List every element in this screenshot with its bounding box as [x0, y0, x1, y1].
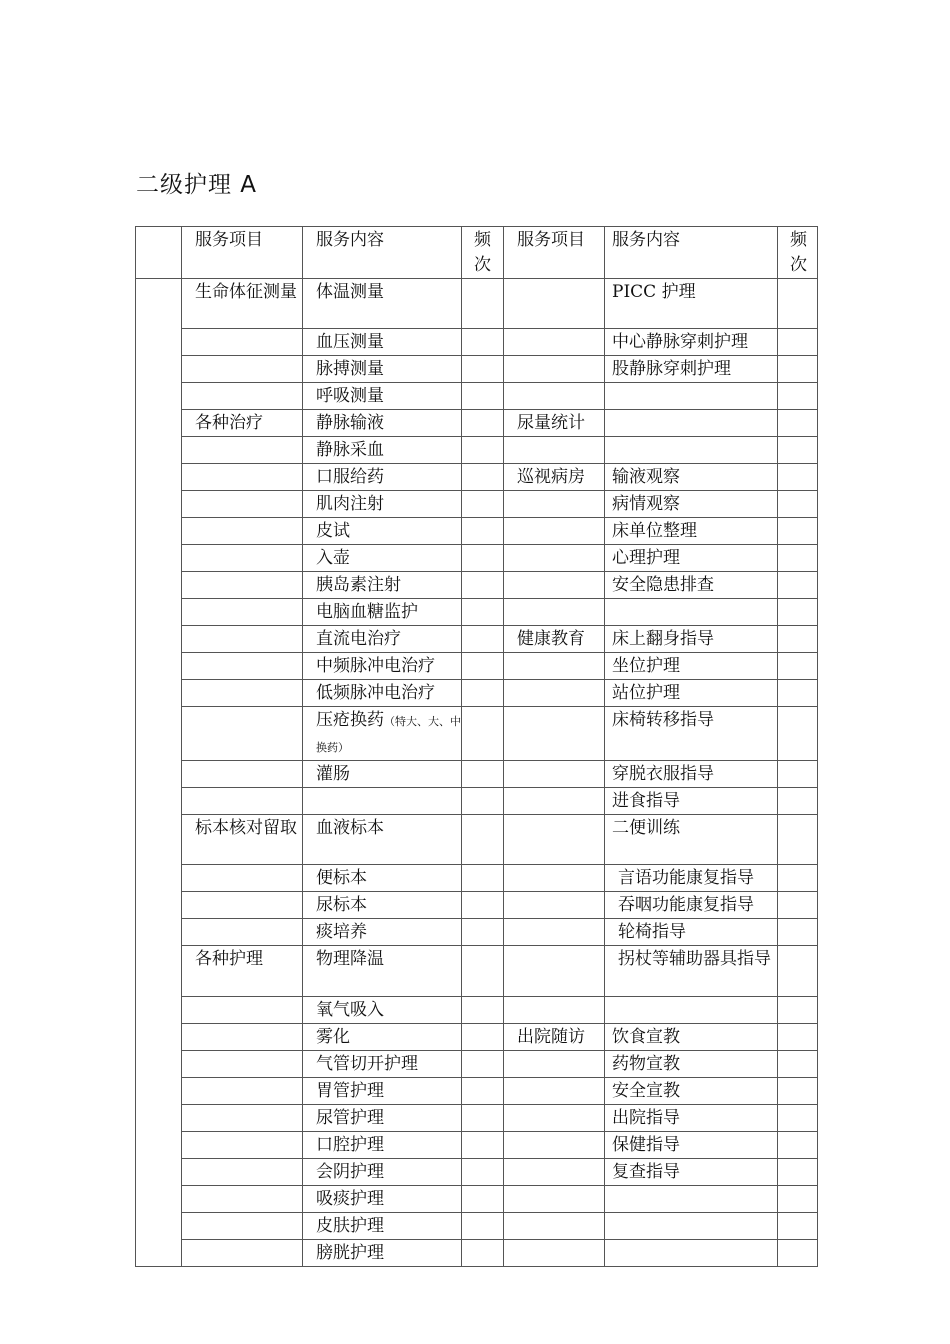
table-row [136, 383, 818, 410]
service-content-cell [303, 518, 462, 545]
frequency-cell [462, 383, 504, 410]
service-item-cell [182, 892, 303, 919]
service-item-cell [504, 599, 605, 626]
service-content-cell: 言语功能康复指导 [605, 865, 778, 892]
frequency-cell [462, 464, 504, 491]
service-item-cell [504, 437, 605, 464]
table-row [136, 599, 818, 626]
frequency-cell [778, 1186, 818, 1213]
service-item-cell [182, 518, 303, 545]
service-content-cell [303, 1051, 462, 1078]
service-content-text: 口服给药 [316, 467, 384, 487]
table-row [136, 464, 818, 491]
service-item-cell [182, 356, 303, 383]
service-item-cell [504, 1213, 605, 1240]
frequency-cell [462, 1213, 504, 1240]
service-content-text: 直流电治疗 [316, 629, 401, 649]
service-item-cell [504, 1186, 605, 1213]
service-item-cell [182, 572, 303, 599]
service-item-cell [504, 707, 605, 761]
frequency-cell [462, 761, 504, 788]
service-content-cell [303, 599, 462, 626]
frequency-cell [778, 761, 818, 788]
page-title: 二级护理 A [136, 172, 258, 198]
service-content-cell: 床椅转移指导 [605, 707, 778, 761]
service-content-cell [303, 491, 462, 518]
service-content-text: 皮试 [316, 521, 350, 541]
service-content-cell [303, 279, 462, 329]
table-row [136, 279, 818, 329]
service-item-cell: 各种护理 [182, 946, 303, 997]
service-item-cell: 生命体征测量 [182, 279, 303, 329]
service-item-cell [504, 329, 605, 356]
service-item-cell [182, 383, 303, 410]
frequency-cell [778, 815, 818, 865]
service-item-cell [182, 437, 303, 464]
service-content-text: 呼吸测量 [316, 386, 384, 406]
service-content-cell [605, 1213, 778, 1240]
table-row [136, 1186, 818, 1213]
service-content-cell [303, 1159, 462, 1186]
service-content-text: 入壶 [316, 548, 350, 568]
service-content-cell [303, 946, 462, 997]
frequency-cell [778, 599, 818, 626]
frequency-cell [462, 599, 504, 626]
service-item-cell [182, 865, 303, 892]
frequency-cell [778, 545, 818, 572]
service-content-cell: 吞咽功能康复指导 [605, 892, 778, 919]
service-item-cell [504, 1159, 605, 1186]
service-content-cell [303, 1213, 462, 1240]
table-row [136, 1105, 818, 1132]
table-row [136, 1132, 818, 1159]
service-content-cell [605, 410, 778, 437]
service-item-cell [504, 1240, 605, 1267]
table-row [136, 518, 818, 545]
table-row [136, 626, 818, 653]
frequency-header: 频次 [462, 227, 504, 279]
frequency-cell [462, 1132, 504, 1159]
service-content-cell [303, 1024, 462, 1051]
frequency-cell [778, 1105, 818, 1132]
service-content-cell [303, 919, 462, 946]
service-content-cell [303, 464, 462, 491]
service-item-cell [182, 788, 303, 815]
frequency-cell [462, 279, 504, 329]
service-item-cell [504, 545, 605, 572]
frequency-cell [462, 865, 504, 892]
service-content-cell [303, 383, 462, 410]
frequency-cell [778, 1132, 818, 1159]
service-item-cell: 健康教育 [504, 626, 605, 653]
service-content-cell: 复查指导 [605, 1159, 778, 1186]
service-content-text: 雾化 [316, 1027, 350, 1047]
frequency-cell [778, 464, 818, 491]
table-row [136, 653, 818, 680]
service-content-text: 吸痰护理 [316, 1189, 384, 1209]
frequency-cell [462, 329, 504, 356]
frequency-cell [778, 518, 818, 545]
service-item-cell [504, 1132, 605, 1159]
frequency-cell [778, 653, 818, 680]
service-content-cell [303, 356, 462, 383]
table-row [136, 788, 818, 815]
frequency-cell [462, 626, 504, 653]
service-content-cell [303, 1132, 462, 1159]
frequency-cell [462, 545, 504, 572]
frequency-cell [778, 997, 818, 1024]
service-content-note: （特大、大、中换药） [316, 715, 461, 754]
service-item-cell [504, 279, 605, 329]
service-content-cell: PICC 护理 [605, 279, 778, 329]
frequency-cell [778, 707, 818, 761]
service-item-cell [182, 919, 303, 946]
service-content-cell: 二便训练 [605, 815, 778, 865]
service-item-cell [504, 788, 605, 815]
frequency-cell [462, 788, 504, 815]
service-item-cell [504, 1078, 605, 1105]
service-content-cell: 拐杖等辅助器具指导 [605, 946, 778, 997]
service-content-cell: 进食指导 [605, 788, 778, 815]
service-content-text: 气管切开护理 [316, 1054, 418, 1074]
service-content-cell [303, 815, 462, 865]
table-row [136, 892, 818, 919]
frequency-cell [462, 707, 504, 761]
service-item-cell [504, 383, 605, 410]
service-item-cell [504, 865, 605, 892]
service-content-cell [303, 1186, 462, 1213]
frequency-cell [778, 788, 818, 815]
table-row [136, 572, 818, 599]
table-row [136, 997, 818, 1024]
service-item-cell [504, 946, 605, 997]
service-content-cell [605, 1186, 778, 1213]
service-content-text: 物理降温 [316, 949, 384, 969]
frequency-cell [462, 815, 504, 865]
service-item-cell [504, 919, 605, 946]
care-items-table [135, 226, 818, 1267]
frequency-cell [462, 919, 504, 946]
service-content-cell: 保健指导 [605, 1132, 778, 1159]
service-content-text: 氧气吸入 [316, 1000, 384, 1020]
service-item-cell [182, 1213, 303, 1240]
table-row [136, 1051, 818, 1078]
service-item-cell [182, 1159, 303, 1186]
service-content-text: 会阴护理 [316, 1162, 384, 1182]
table-row [136, 946, 818, 997]
table-row [136, 1159, 818, 1186]
table-row [136, 1240, 818, 1267]
table-row [136, 919, 818, 946]
service-content-cell [303, 545, 462, 572]
service-content-cell [303, 653, 462, 680]
service-content-cell [303, 680, 462, 707]
frequency-cell [462, 518, 504, 545]
service-item-cell: 出院随访 [504, 1024, 605, 1051]
table-row [136, 1024, 818, 1051]
service-content-cell [303, 410, 462, 437]
frequency-cell [462, 1240, 504, 1267]
service-item-cell [504, 491, 605, 518]
service-content-cell [303, 892, 462, 919]
service-content-cell: 安全隐患排查 [605, 572, 778, 599]
service-item-cell [182, 545, 303, 572]
service-content-text: 皮肤护理 [316, 1216, 384, 1236]
service-content-text: 尿标本 [316, 895, 367, 915]
frequency-cell [778, 491, 818, 518]
service-item-cell [504, 653, 605, 680]
service-item-cell [504, 761, 605, 788]
service-item-cell: 标本核对留取 [182, 815, 303, 865]
blank-header-cell [136, 227, 182, 279]
service-item-cell [504, 572, 605, 599]
table-row [136, 410, 818, 437]
frequency-cell [462, 572, 504, 599]
frequency-cell [462, 356, 504, 383]
frequency-cell [778, 1024, 818, 1051]
service-content-text: 压疮换药 [316, 710, 384, 730]
service-item-cell [182, 1051, 303, 1078]
service-content-cell: 床单位整理 [605, 518, 778, 545]
service-content-cell [303, 1078, 462, 1105]
blank-side-cell [136, 279, 182, 1267]
service-content-text: 脉搏测量 [316, 359, 384, 379]
service-item-cell [504, 1051, 605, 1078]
service-content-header: 服务内容 [303, 227, 462, 279]
frequency-cell [778, 356, 818, 383]
service-content-cell: 穿脱衣服指导 [605, 761, 778, 788]
service-content-text: 低频脉冲电治疗 [316, 683, 435, 703]
service-item-cell [182, 1186, 303, 1213]
service-content-cell [303, 707, 462, 761]
service-content-cell [303, 761, 462, 788]
service-item-cell [182, 599, 303, 626]
service-content-cell [303, 437, 462, 464]
frequency-cell [462, 437, 504, 464]
service-item-cell [504, 892, 605, 919]
service-content-cell [303, 788, 462, 815]
service-content-cell [303, 997, 462, 1024]
service-content-text: 静脉采血 [316, 440, 384, 460]
service-content-cell [605, 599, 778, 626]
frequency-cell [778, 410, 818, 437]
service-content-cell: 出院指导 [605, 1105, 778, 1132]
service-content-cell [605, 437, 778, 464]
frequency-cell [778, 626, 818, 653]
service-content-cell [303, 329, 462, 356]
frequency-cell [462, 1186, 504, 1213]
service-item-cell [504, 518, 605, 545]
service-item-cell [504, 997, 605, 1024]
table-row [136, 1078, 818, 1105]
service-item-header: 服务项目 [504, 227, 605, 279]
service-item-cell [182, 1240, 303, 1267]
service-content-cell: 心理护理 [605, 545, 778, 572]
header-row [136, 227, 818, 279]
service-content-cell [303, 865, 462, 892]
service-item-cell [504, 680, 605, 707]
service-item-cell [504, 1105, 605, 1132]
frequency-cell [462, 997, 504, 1024]
service-content-cell [605, 383, 778, 410]
service-content-cell: 股静脉穿刺护理 [605, 356, 778, 383]
frequency-cell [778, 1213, 818, 1240]
service-item-cell: 各种治疗 [182, 410, 303, 437]
service-item-cell [182, 997, 303, 1024]
service-item-cell: 尿量统计 [504, 410, 605, 437]
service-item-header: 服务项目 [182, 227, 303, 279]
service-content-cell: 饮食宣教 [605, 1024, 778, 1051]
service-content-text: 血压测量 [316, 332, 384, 352]
frequency-cell [778, 946, 818, 997]
service-content-cell: 站位护理 [605, 680, 778, 707]
service-item-cell [182, 1078, 303, 1105]
service-content-text: 胃管护理 [316, 1081, 384, 1101]
service-content-cell: 中心静脉穿刺护理 [605, 329, 778, 356]
frequency-cell [778, 1240, 818, 1267]
service-content-cell [605, 1240, 778, 1267]
frequency-cell [778, 1159, 818, 1186]
service-content-text: 尿管护理 [316, 1108, 384, 1128]
table-row [136, 680, 818, 707]
table-row [136, 491, 818, 518]
frequency-cell [462, 892, 504, 919]
table-row [136, 437, 818, 464]
frequency-cell [778, 865, 818, 892]
service-content-header: 服务内容 [605, 227, 778, 279]
table-row [136, 329, 818, 356]
frequency-cell [778, 383, 818, 410]
frequency-cell [462, 1024, 504, 1051]
frequency-cell [462, 1078, 504, 1105]
service-content-text: 胰岛素注射 [316, 575, 401, 595]
service-item-cell [182, 626, 303, 653]
service-content-cell: 轮椅指导 [605, 919, 778, 946]
service-item-cell [504, 356, 605, 383]
frequency-cell [462, 1159, 504, 1186]
service-content-text: 痰培养 [316, 922, 367, 942]
frequency-cell [778, 329, 818, 356]
service-content-text: 灌肠 [316, 764, 350, 784]
frequency-cell [778, 919, 818, 946]
service-item-cell [182, 653, 303, 680]
service-content-cell: 坐位护理 [605, 653, 778, 680]
service-item-cell [182, 707, 303, 761]
service-item-cell [182, 329, 303, 356]
frequency-cell [462, 680, 504, 707]
frequency-cell [778, 572, 818, 599]
service-item-cell [182, 761, 303, 788]
table-row [136, 1213, 818, 1240]
service-item-cell: 巡视病房 [504, 464, 605, 491]
service-content-text: 体温测量 [316, 282, 384, 302]
frequency-cell [778, 437, 818, 464]
frequency-header: 频次 [778, 227, 818, 279]
table-row [136, 815, 818, 865]
service-content-cell: 病情观察 [605, 491, 778, 518]
service-content-cell: 床上翻身指导 [605, 626, 778, 653]
table-row [136, 761, 818, 788]
service-item-cell [182, 464, 303, 491]
service-content-text: 膀胱护理 [316, 1243, 384, 1263]
table-row [136, 707, 818, 761]
service-item-cell [182, 680, 303, 707]
service-content-text: 静脉输液 [316, 413, 384, 433]
service-content-cell [303, 626, 462, 653]
service-content-cell [303, 1105, 462, 1132]
frequency-cell [462, 491, 504, 518]
service-content-text: 肌肉注射 [316, 494, 384, 514]
service-content-text: 便标本 [316, 868, 367, 888]
service-content-cell [303, 1240, 462, 1267]
service-item-cell [182, 1105, 303, 1132]
frequency-cell [462, 410, 504, 437]
service-item-cell [182, 1024, 303, 1051]
service-item-cell [504, 815, 605, 865]
service-content-text: 血液标本 [316, 818, 384, 838]
frequency-cell [462, 946, 504, 997]
frequency-cell [778, 1051, 818, 1078]
frequency-cell [462, 1105, 504, 1132]
service-item-cell [182, 1132, 303, 1159]
table-row [136, 865, 818, 892]
service-content-cell [303, 572, 462, 599]
service-content-cell: 输液观察 [605, 464, 778, 491]
frequency-cell [462, 653, 504, 680]
frequency-cell [778, 680, 818, 707]
service-content-text: 中频脉冲电治疗 [316, 656, 435, 676]
table-row [136, 545, 818, 572]
frequency-cell [778, 1078, 818, 1105]
service-content-text: 电脑血糖监护 [316, 602, 418, 622]
service-item-cell [182, 491, 303, 518]
table-row [136, 356, 818, 383]
frequency-cell [462, 1051, 504, 1078]
service-content-cell: 药物宣教 [605, 1051, 778, 1078]
service-content-cell [605, 997, 778, 1024]
frequency-cell [778, 279, 818, 329]
frequency-cell [778, 892, 818, 919]
service-content-cell: 安全宣教 [605, 1078, 778, 1105]
service-content-text: 口腔护理 [316, 1135, 384, 1155]
